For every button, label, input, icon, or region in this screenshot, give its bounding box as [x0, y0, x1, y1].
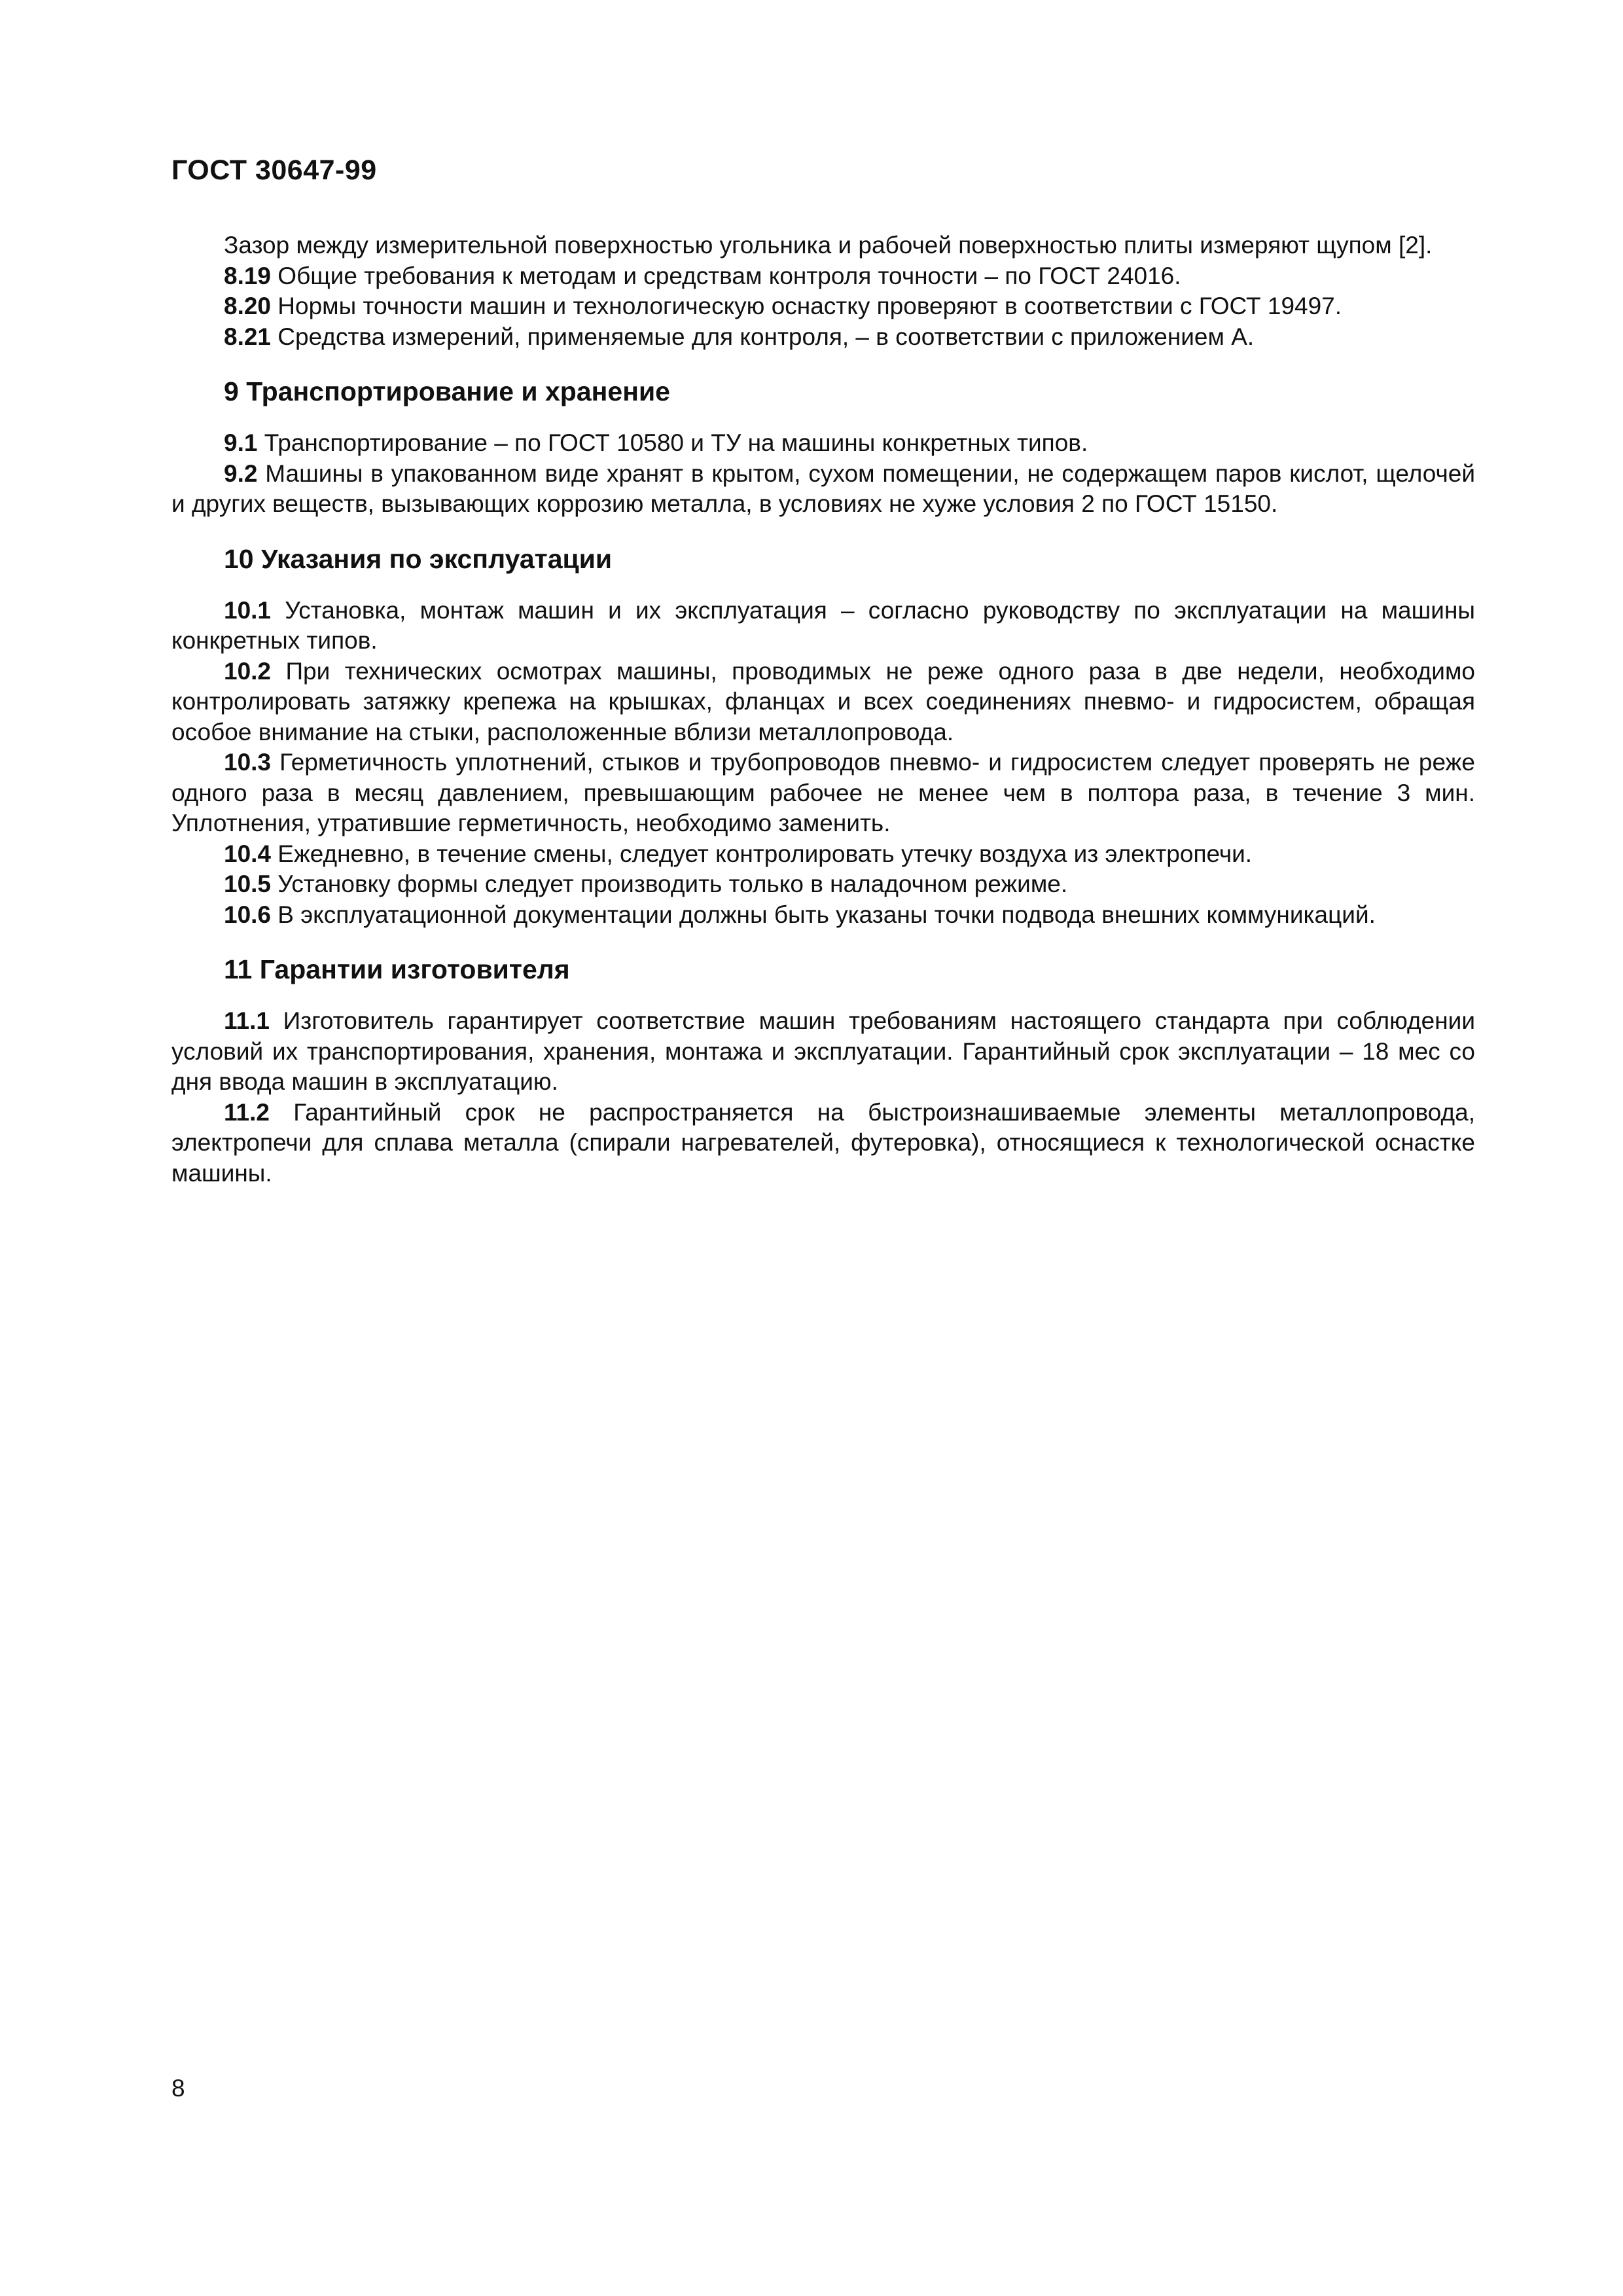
clause-text: В эксплуатационной документации должны быть указаны точки подвода внешних коммуникаций.	[271, 901, 1376, 928]
paragraph	[171, 1098, 1475, 1189]
paragraph	[171, 1006, 1475, 1098]
paragraph	[171, 322, 1475, 353]
paragraph	[171, 459, 1475, 520]
clause-number: 10.2	[224, 657, 272, 685]
paragraph	[171, 656, 1475, 748]
clause-number: 10.5	[224, 870, 272, 897]
clause-text: Машины в упакованном виде хранят в крытом, сухом помещении, не содержащем паров кислот, щелочей и других веществ, вызывающих коррозию металла, в условиях не хуже условия 2 по ГОСТ 15150.	[171, 459, 1475, 517]
clause-number: 8.21	[224, 323, 272, 350]
clause-text: Средства измерений, применяемые для контроля, – в соответствии с приложением А.	[271, 323, 1255, 350]
paragraph	[171, 428, 1475, 459]
paragraph	[171, 900, 1475, 931]
clause-text: Гарантийный срок не распространяется на быстроизнашиваемые элементы металлопровода, электропечи для сплава металла (спирали нагревателей, футеровка), относящиеся к технологической оснастке машины.	[171, 1098, 1475, 1187]
clause-text: Установка, монтаж машин и их эксплуатация – согласно руководству по эксплуатации на машины конкретных типов.	[171, 596, 1475, 654]
clause-text: Транспортирование – по ГОСТ 10580 и ТУ на машины конкретных типов.	[257, 429, 1088, 456]
clause-number: 10.3	[224, 749, 272, 776]
clause-text: При технических осмотрах машины, проводимых не реже одного раза в две недели, необходимо контролировать затяжку крепежа на крышках, фланцах и всех соединениях пневмо- и гидросистем, обращая особое внимание на стыки, расположенные вблизи металлопровода.	[171, 657, 1475, 745]
paragraph	[171, 596, 1475, 656]
clause-number: 10.4	[224, 840, 272, 867]
clause-number: 9.1	[224, 429, 258, 456]
section-heading-10: 10 Указания по эксплуатации	[224, 543, 613, 574]
clause-text: Герметичность уплотнений, стыков и трубопроводов пневмо- и гидросистем следует проверять не реже одного раза в месяц давлением, превышающим рабочее не менее чем в полтора раза, в течение 3 мин. Уплотнения, утратившие герметичность, необходимо заменить.	[171, 749, 1475, 836]
paragraph	[171, 261, 1475, 292]
clause-number: 11.1	[224, 1007, 270, 1034]
clause-number: 8.20	[224, 293, 272, 319]
clause-text: Общие требования к методам и средствам контроля точности – по ГОСТ 24016.	[271, 262, 1181, 289]
section-heading-11: 11 Гарантии изготовителя	[224, 954, 570, 984]
clause-number: 8.19	[224, 262, 272, 289]
clause-number: 10.6	[224, 901, 272, 928]
clause-text: Изготовитель гарантирует соответствие машин требованиям настоящего стандарта при соблюдении условий их транспортирования, хранения, монтажа и эксплуатации. Гарантийный срок эксплуатации – 18 мес со дня ввода машин в эксплуатацию.	[171, 1007, 1475, 1095]
document-code-header: ГОСТ 30647-99	[171, 154, 377, 186]
section-heading-9: 9 Транспортирование и хранение	[224, 376, 670, 406]
document-body	[171, 230, 1475, 1189]
clause-number: 10.1	[224, 596, 272, 624]
paragraph	[171, 839, 1475, 870]
paragraph	[171, 747, 1475, 839]
clause-text: Ежедневно, в течение смены, следует контролировать утечку воздуха из электропечи.	[271, 840, 1253, 867]
clause-text: Установку формы следует производить только в наладочном режиме.	[271, 870, 1068, 897]
clause-number: 11.2	[224, 1098, 270, 1126]
paragraph	[171, 291, 1475, 322]
paragraph	[171, 869, 1475, 900]
clause-text: Нормы точности машин и технологическую оснастку проверяют в соответствии с ГОСТ 19497.	[271, 293, 1342, 319]
page-number: 8	[171, 2075, 185, 2102]
paragraph	[171, 230, 1475, 261]
clause-text: Зазор между измерительной поверхностью угольника и рабочей поверхностью плиты измеряют щупом [2].	[224, 232, 1433, 259]
clause-number: 9.2	[224, 459, 258, 487]
